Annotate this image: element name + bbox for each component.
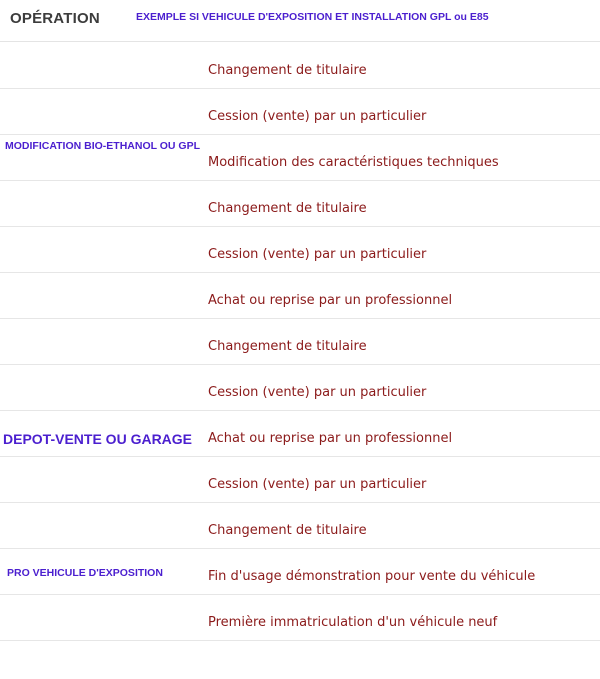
table-row[interactable] [0,180,600,227]
operation-label: Achat ou reprise par un professionnel [208,293,453,308]
table-row[interactable] [0,594,600,641]
operation-label: Changement de titulaire [208,523,367,538]
operation-label: Fin d'usage démonstration pour vente du véhicule [208,569,536,584]
operation-label: Changement de titulaire [208,339,367,354]
example-note: EXEMPLE SI VEHICULE D'EXPOSITION ET INSTALLATION GPL ou E85 [136,11,489,23]
table-row[interactable] [0,226,600,273]
group-label-pro-vehicule: PRO VEHICULE D'EXPOSITION [7,567,163,579]
table-row[interactable] [0,318,600,365]
table-row[interactable] [0,364,600,411]
operation-label: Modification des caractéristiques techniques [208,155,499,170]
operation-label: Changement de titulaire [208,63,367,78]
operation-label: Cession (vente) par un particulier [208,385,427,400]
group-label-depot-vente: DEPOT-VENTE OU GARAGE [3,431,193,447]
table-row[interactable] [0,272,600,319]
operation-label: Achat ou reprise par un professionnel [208,431,453,446]
group-label-bio-ethanol: MODIFICATION BIO-ETHANOL OU GPL [5,140,201,152]
table-row[interactable] [0,456,600,503]
table-row[interactable] [0,42,600,89]
operation-label: Changement de titulaire [208,201,367,216]
table-row[interactable] [0,502,600,549]
operation-label: Cession (vente) par un particulier [208,109,427,124]
operation-label: Cession (vente) par un particulier [208,247,427,262]
table-header [0,0,600,42]
operation-label: Cession (vente) par un particulier [208,477,427,492]
operation-label: Première immatriculation d'un véhicule neuf [208,615,498,630]
operation-column-header: OPÉRATION [10,10,100,27]
table-row[interactable] [0,88,600,135]
